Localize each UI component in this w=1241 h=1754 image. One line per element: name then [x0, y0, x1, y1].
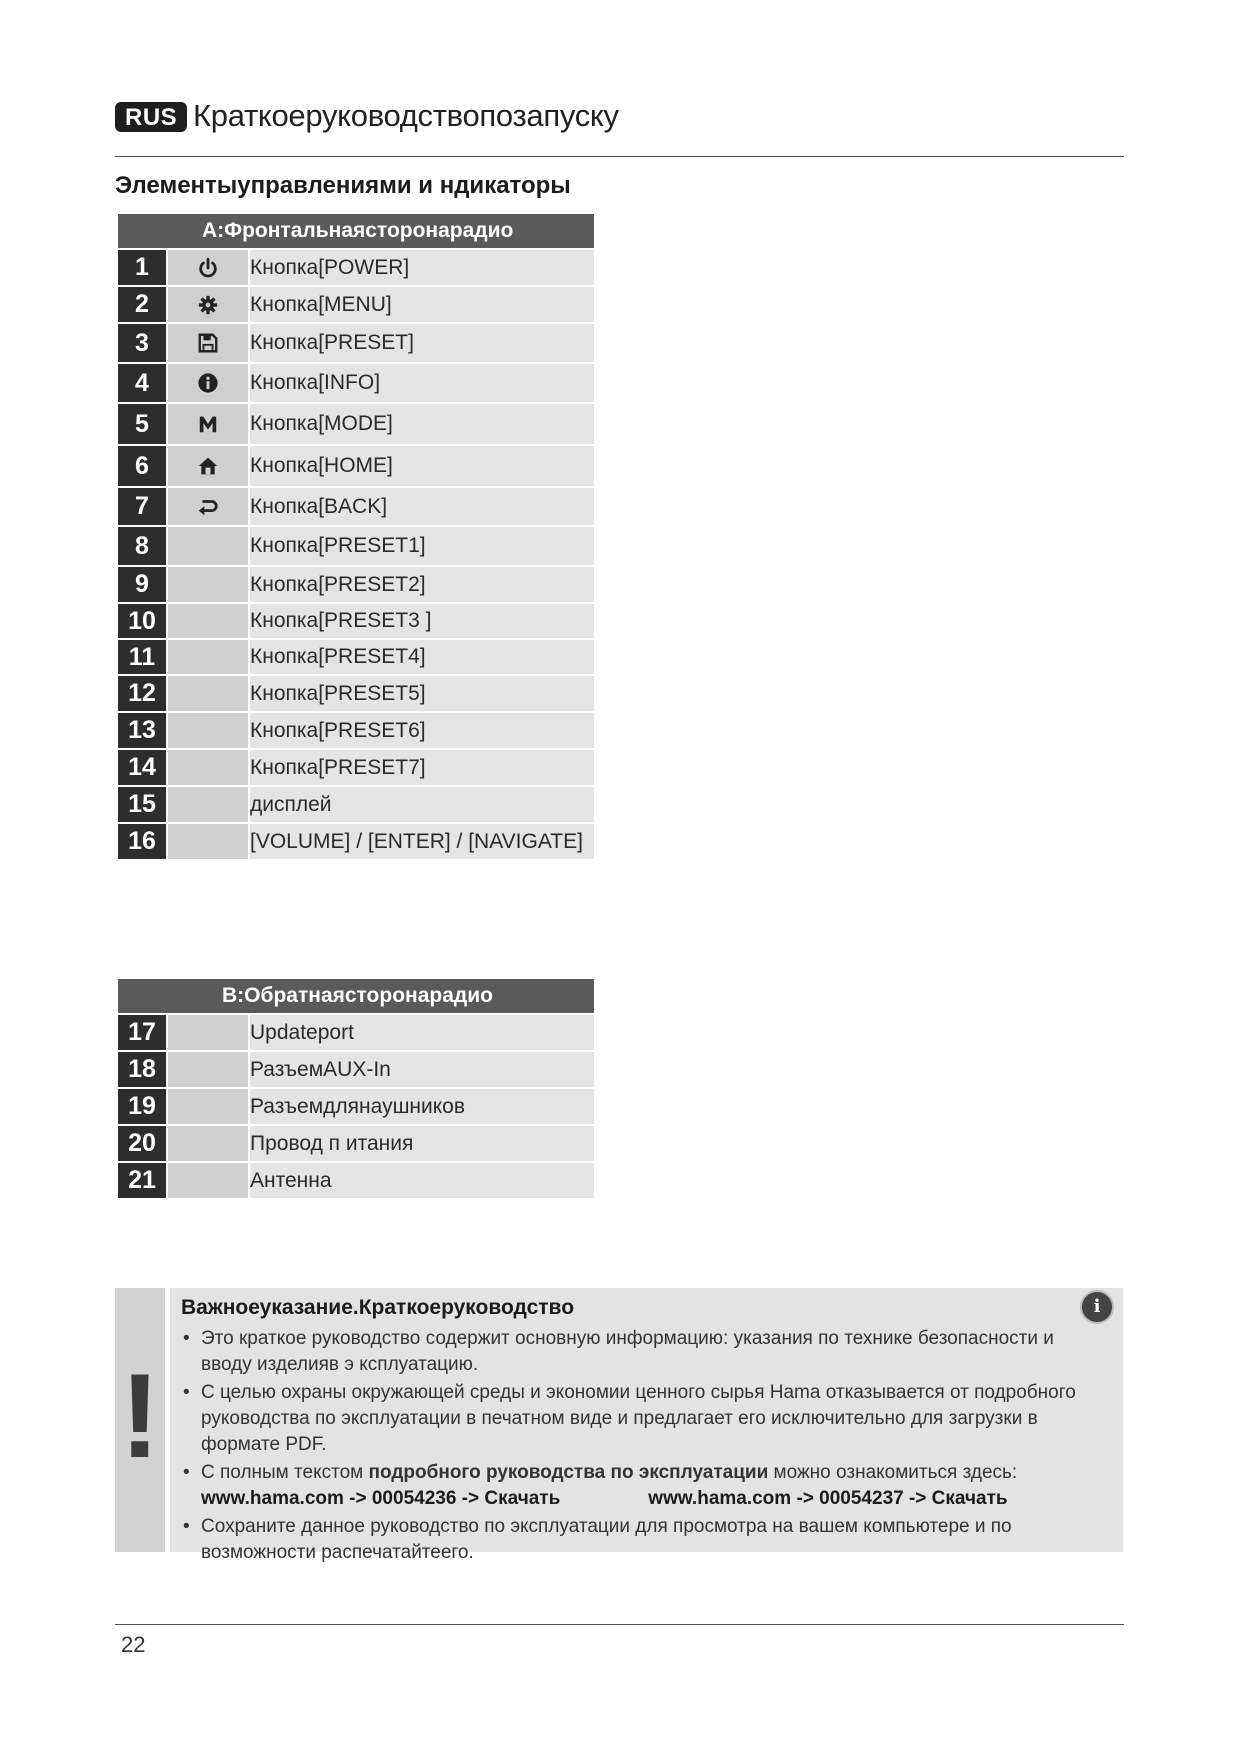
table-b-heading: B:Обратнаясторонарадио: [118, 979, 594, 1013]
icon-cell-empty: [168, 567, 248, 602]
icon-cell-empty: [168, 640, 248, 674]
row-number: 9: [118, 567, 166, 602]
row-number: 5: [118, 404, 166, 444]
row-number: 7: [118, 488, 166, 525]
row-number: 1: [118, 250, 166, 285]
row-number: 15: [118, 787, 166, 822]
note-title: Важноеуказание.Краткоеруководство: [181, 1296, 575, 1319]
note-content: [181, 1296, 1101, 1568]
row-number: 6: [118, 446, 166, 486]
row-number: 14: [118, 750, 166, 785]
row-number: 10: [118, 604, 166, 638]
icon-cell-empty: [168, 1163, 248, 1198]
table-row: [118, 1126, 594, 1161]
table-row: [118, 364, 594, 402]
row-label: Кнопка[POWER]: [250, 250, 594, 285]
row-label: Updateport: [250, 1015, 594, 1050]
footer-rule: [115, 1624, 1124, 1625]
table-row: [118, 640, 594, 674]
row-label: Кнопка[INFO]: [250, 364, 594, 402]
power-icon: [168, 250, 248, 285]
document-title: Краткоеруководствопозапуску: [193, 98, 619, 133]
row-label: дисплей: [250, 787, 594, 822]
table-row: [118, 604, 594, 638]
icon-cell-empty: [168, 527, 248, 565]
info-icon: [168, 364, 248, 402]
page-number: 22: [121, 1632, 146, 1657]
table-row: [118, 488, 594, 525]
note-bullet-1: • Это краткое руководство содержит основную информацию: указания по технике безопасности и вводу изделияв э ксплуатацию.: [181, 1326, 1101, 1378]
row-label: Разъемдлянаушников: [250, 1089, 594, 1124]
row-number: 13: [118, 713, 166, 748]
table-row: [118, 1052, 594, 1087]
row-number: 12: [118, 676, 166, 711]
row-label: Кнопка[BACK]: [250, 488, 594, 525]
icon-cell-empty: [168, 750, 248, 785]
note-bullet-2: • С целью охраны окружающей среды и экономии ценного сырья Hama отказывается от подробного руководства по эксплуатации в печатном виде и предлагает его исключительно для загрузки в формате PDF.: [181, 1380, 1101, 1458]
back-controls-table: [116, 977, 596, 1200]
note-bullet-3-post: можно ознакомиться здесь:: [768, 1462, 1018, 1483]
back-arrow-icon: [168, 488, 248, 525]
download-link-2[interactable]: www.hama.com -> 00054237 -> Скачать: [648, 1488, 1008, 1509]
mode-m-icon: [168, 404, 248, 444]
home-icon: [168, 446, 248, 486]
table-row: [118, 527, 594, 565]
icon-cell-empty: [168, 713, 248, 748]
row-number: 16: [118, 824, 166, 859]
note-bullet-3: [181, 1460, 1101, 1512]
icon-cell-empty: [168, 1015, 248, 1050]
row-label: Кнопка[PRESET5]: [250, 676, 594, 711]
save-icon: [168, 324, 248, 362]
icon-cell-empty: [168, 676, 248, 711]
table-row: [118, 404, 594, 444]
language-badge: RUS: [115, 102, 187, 132]
note-bullet-3-pre: С полным текстом: [201, 1462, 369, 1483]
row-label: Кнопка[MODE]: [250, 404, 594, 444]
exclamation-icon: !: [120, 1349, 160, 1483]
table-row: [118, 713, 594, 748]
note-bullet-3-bold: подробного руководства по эксплуатации: [368, 1462, 769, 1483]
download-links: [201, 1486, 1101, 1512]
table-row: [118, 750, 594, 785]
row-label: Кнопка[PRESET6]: [250, 713, 594, 748]
note-list: [181, 1326, 1101, 1566]
row-number: 4: [118, 364, 166, 402]
row-number: 11: [118, 640, 166, 674]
table-row: [118, 287, 594, 322]
important-note-box: [115, 1288, 1123, 1563]
row-label: Антенна: [250, 1163, 594, 1198]
row-label: [VOLUME] / [ENTER] / [NAVIGATE]: [250, 824, 594, 859]
row-number: 2: [118, 287, 166, 322]
front-controls-table: [116, 212, 596, 861]
download-link-1[interactable]: www.hama.com -> 00054236 -> Скачать: [201, 1488, 561, 1509]
icon-cell-empty: [168, 1089, 248, 1124]
row-label: Кнопка[PRESET2]: [250, 567, 594, 602]
table-row: [118, 1163, 594, 1198]
row-number: 8: [118, 527, 166, 565]
table-row: [118, 567, 594, 602]
row-number: 19: [118, 1089, 166, 1124]
row-label: Кнопка[PRESET3 ]: [250, 604, 594, 638]
table-row: [118, 324, 594, 362]
row-label: Кнопка[PRESET4]: [250, 640, 594, 674]
icon-cell-empty: [168, 604, 248, 638]
note-bullet-4: • Сохраните данное руководство по эксплуатации для просмотра на вашем компьютере и по возможности распечатайтеего.: [181, 1514, 1101, 1566]
icon-cell-empty: [168, 1126, 248, 1161]
table-row: [118, 1089, 594, 1124]
table-row: [118, 250, 594, 285]
row-label: Кнопка[PRESET1]: [250, 527, 594, 565]
row-label: Кнопка[HOME]: [250, 446, 594, 486]
icon-cell-empty: [168, 1052, 248, 1087]
table-row: [118, 824, 594, 859]
table-row: [118, 1015, 594, 1050]
row-label: Провод п итания: [250, 1126, 594, 1161]
info-icon: i: [1080, 1290, 1114, 1324]
row-number: 3: [118, 324, 166, 362]
row-number: 18: [118, 1052, 166, 1087]
table-a-heading: A:Фронтальнаясторонарадио: [118, 214, 594, 248]
row-number: 20: [118, 1126, 166, 1161]
row-label: РазъемAUX-In: [250, 1052, 594, 1087]
table-row: [118, 676, 594, 711]
table-row: [118, 787, 594, 822]
icon-cell-empty: [168, 824, 248, 859]
page-header: [115, 96, 1124, 157]
section-title: Элементыуправлениями и ндикаторы: [115, 172, 571, 199]
row-number: 21: [118, 1163, 166, 1198]
gear-icon: [168, 287, 248, 322]
row-label: Кнопка[PRESET7]: [250, 750, 594, 785]
row-label: Кнопка[MENU]: [250, 287, 594, 322]
row-number: 17: [118, 1015, 166, 1050]
icon-cell-empty: [168, 787, 248, 822]
table-row: [118, 446, 594, 486]
row-label: Кнопка[PRESET]: [250, 324, 594, 362]
